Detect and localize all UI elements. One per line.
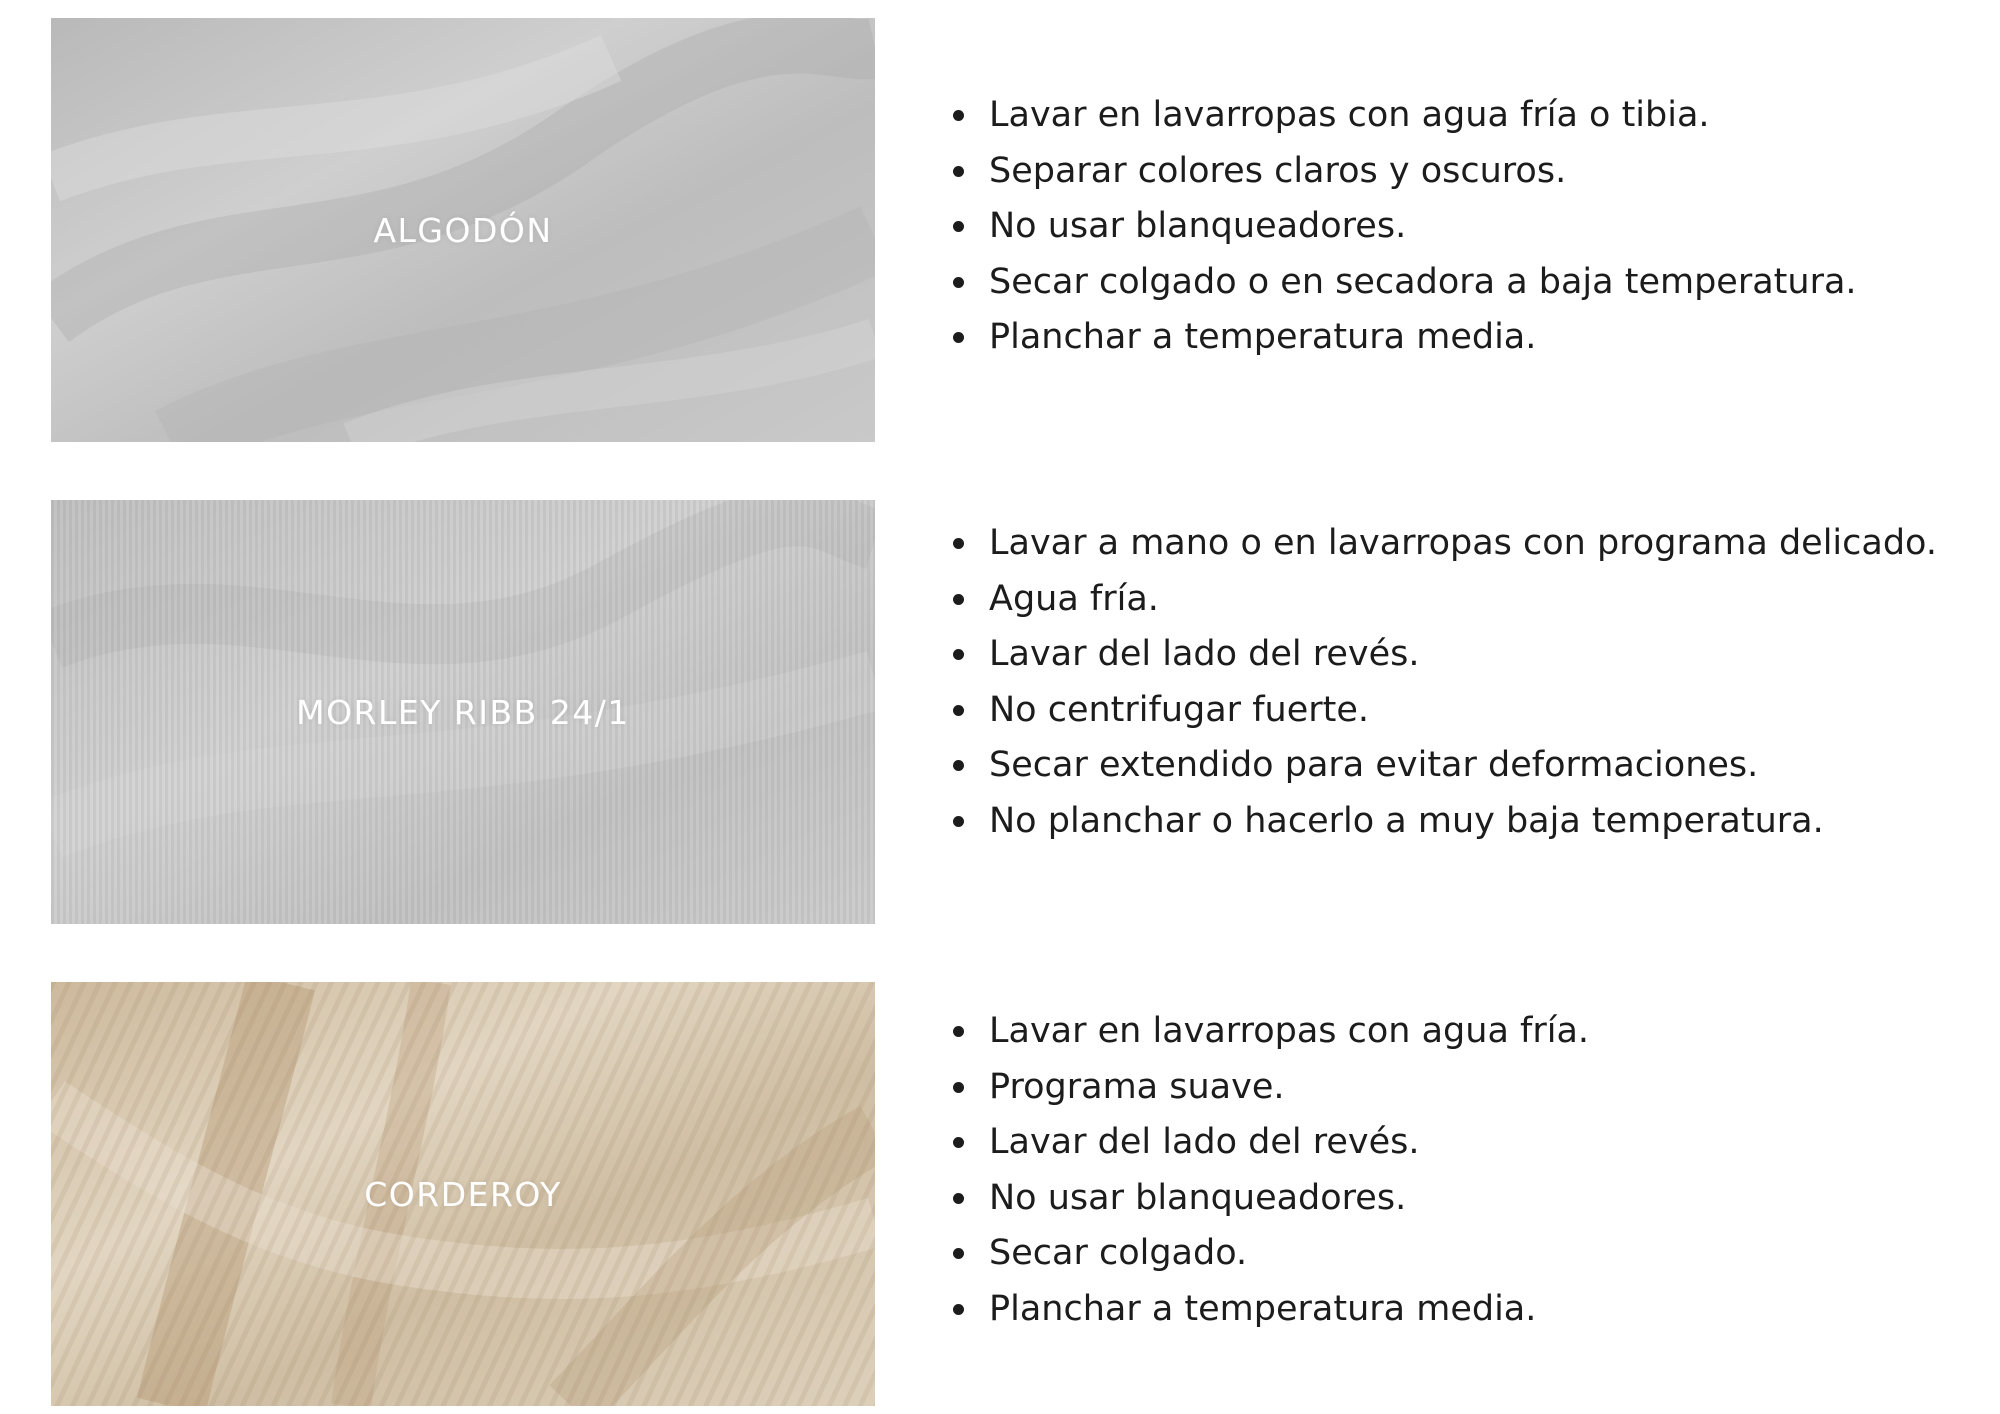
care-item-text: No centrifugar fuerte. xyxy=(989,689,1370,730)
list-item xyxy=(949,683,1937,739)
care-item-text: Lavar del lado del revés. xyxy=(989,634,1420,675)
bullet-icon xyxy=(953,221,964,232)
bullet-icon xyxy=(953,1082,964,1093)
list-item xyxy=(949,627,1937,683)
fabric-section-corderoy xyxy=(51,982,1971,1406)
bullet-icon xyxy=(953,1026,964,1037)
bullet-icon xyxy=(953,594,964,605)
list-item xyxy=(949,199,1857,255)
bullet-icon xyxy=(953,760,964,771)
care-instructions-list xyxy=(949,516,1937,850)
care-item-text: Planchar a temperatura media. xyxy=(989,1288,1537,1329)
fabric-label: MORLEY RIBB 24/1 xyxy=(296,692,630,732)
bullet-icon xyxy=(953,1137,964,1148)
care-item-text: Secar colgado. xyxy=(989,1233,1248,1274)
care-item-text: Programa suave. xyxy=(989,1066,1285,1107)
fabric-label: CORDEROY xyxy=(364,1174,562,1214)
list-item xyxy=(949,1171,1589,1227)
list-item xyxy=(949,1115,1589,1171)
list-item xyxy=(949,794,1937,850)
care-item-text: Planchar a temperatura media. xyxy=(989,317,1537,358)
fabric-swatch-image xyxy=(51,18,875,442)
list-item xyxy=(949,1226,1589,1282)
fabric-label: ALGODÓN xyxy=(373,210,553,250)
care-item-text: Lavar en lavarropas con agua fría o tibia. xyxy=(989,95,1710,135)
bullet-icon xyxy=(953,1304,964,1315)
list-item xyxy=(949,1004,1589,1060)
bullet-icon xyxy=(953,1248,964,1259)
list-item xyxy=(949,255,1857,311)
bullet-icon xyxy=(953,332,964,343)
bullet-icon xyxy=(953,705,964,716)
care-item-text: Lavar del lado del revés. xyxy=(989,1122,1420,1163)
list-item xyxy=(949,1282,1589,1338)
bullet-icon xyxy=(953,538,964,549)
fabric-section-morley-ribb xyxy=(51,500,1971,924)
list-item xyxy=(949,310,1857,366)
fabric-swatch-image xyxy=(51,982,875,1406)
bullet-icon xyxy=(953,277,964,288)
care-item-text: Secar colgado o en secadora a baja temperatura. xyxy=(989,261,1857,302)
care-instructions-list xyxy=(949,1004,1589,1338)
bullet-icon xyxy=(953,649,964,660)
care-item-text: Lavar en lavarropas con agua fría. xyxy=(989,1011,1590,1051)
bullet-icon xyxy=(953,110,964,121)
fabric-section-algodon xyxy=(51,18,1971,442)
list-item xyxy=(949,738,1937,794)
bullet-icon xyxy=(953,1193,964,1204)
bullet-icon xyxy=(953,166,964,177)
care-item-text: No usar blanqueadores. xyxy=(989,206,1407,247)
list-item xyxy=(949,144,1857,200)
care-item-text: Separar colores claros y oscuros. xyxy=(989,150,1567,191)
bullet-icon xyxy=(953,816,964,827)
care-item-text: No planchar o hacerlo a muy baja temperatura. xyxy=(989,800,1824,841)
list-item xyxy=(949,516,1937,572)
fabric-swatch-image xyxy=(51,500,875,924)
care-item-text: Secar extendido para evitar deformaciones. xyxy=(989,745,1759,786)
care-item-text: Agua fría. xyxy=(989,578,1159,619)
care-instructions-list xyxy=(949,88,1857,366)
care-item-text: Lavar a mano o en lavarropas con programa delicado. xyxy=(989,523,1937,563)
list-item xyxy=(949,1060,1589,1116)
list-item xyxy=(949,88,1857,144)
list-item xyxy=(949,572,1937,628)
care-item-text: No usar blanqueadores. xyxy=(989,1177,1407,1218)
